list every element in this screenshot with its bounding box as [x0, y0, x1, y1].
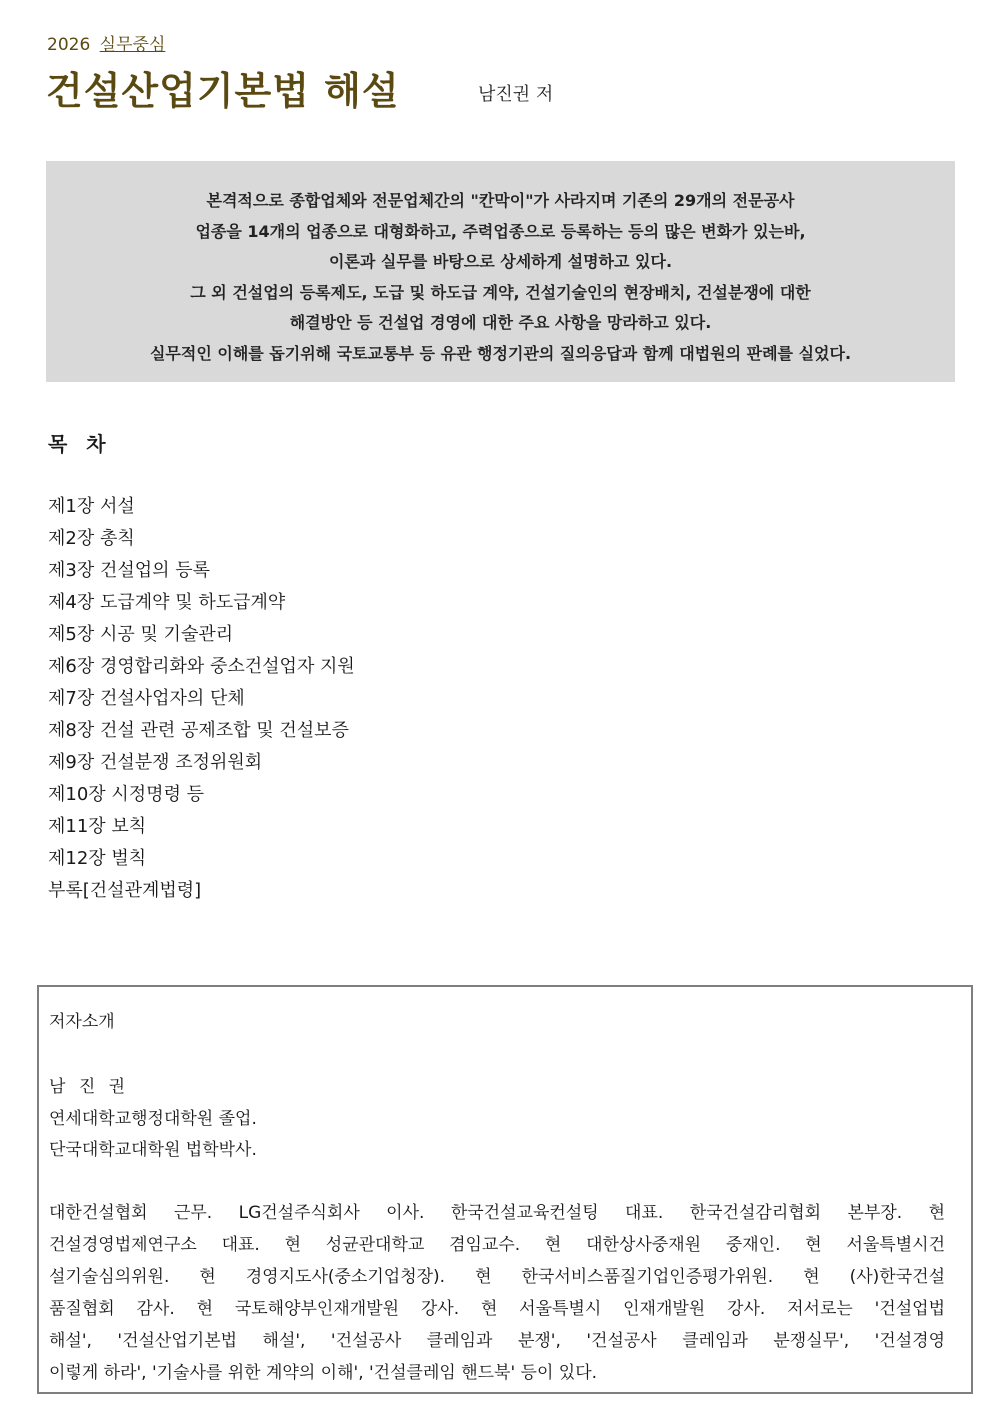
- book-title: 건설산업기본법 해설: [46, 69, 400, 113]
- author-name: 남 진 권: [49, 1077, 130, 1097]
- author-intro-heading: 저자소개: [49, 1012, 115, 1032]
- author-career: [49, 1197, 945, 1389]
- toc-item: 제4장 도급계약 및 하도급계약: [48, 592, 286, 613]
- toc-item: 제10장 시정명령 등: [48, 784, 205, 805]
- summary-line: 본격적으로 종합업체와 전문업체간의 "칸막이"가 사라지며 기존의 29개의 전문공사: [206, 191, 795, 210]
- toc-item: 제12장 벌칙: [48, 848, 147, 869]
- summary-line: 이론과 실무를 바탕으로 상세하게 설명하고 있다.: [328, 252, 673, 271]
- book-author: 남진권 저: [478, 84, 554, 105]
- toc-item: 제9장 건설분쟁 조정위원회: [48, 752, 263, 773]
- career-line: 이렇게 하라', '기술사를 위한 계약의 이해', '건설클레임 핸드북' 등이 있다.: [49, 1363, 598, 1383]
- career-line: 설기술심의위원. 현 경영지도사(중소기업청장). 현 한국서비스품질기업인증평가위원. 현 (사)한국건설: [49, 1267, 945, 1287]
- summary-line: 그 외 건설업의 등록제도, 도급 및 하도급 계약, 건설기술인의 현장배치, 건설분쟁에 대한: [190, 282, 811, 302]
- toc-item: 제6장 경영합리화와 중소건설업자 지원: [48, 656, 355, 677]
- career-line: 해설', '건설산업기본법 해설', '건설공사 클레임과 분쟁', '건설공사 클레임과 분쟁실무', '건설경영: [49, 1331, 945, 1351]
- toc-heading: 목 차: [48, 432, 112, 456]
- year-label: 2026: [47, 35, 91, 55]
- toc-item: 제1장 서설: [48, 496, 135, 517]
- summary-line: 업종을 14개의 업종으로 대형화하고, 주력업종으로 등록하는 등의 많은 변화가 있는바,: [195, 221, 806, 241]
- author-intro-box: [37, 985, 973, 1394]
- career-line: 건설경영법제연구소 대표. 현 성균관대학교 겸임교수. 현 대한상사중재원 중재인. 현 서울특별시건: [49, 1235, 945, 1255]
- series-label: 실무중심: [99, 35, 166, 55]
- author-education-1: 연세대학교행정대학원 졸업.: [49, 1109, 257, 1129]
- toc-item: 제5장 시공 및 기술관리: [48, 624, 234, 645]
- summary-line: 실무적인 이해를 돕기위해 국토교통부 등 유관 행정기관의 질의응답과 함께 대법원의 판례를 실었다.: [149, 343, 852, 363]
- toc-item: 제3장 건설업의 등록: [48, 560, 210, 581]
- author-education-2: 단국대학교대학원 법학박사.: [49, 1140, 257, 1160]
- career-line: 품질협회 감사. 현 국토해양부인재개발원 강사. 현 서울특별시 인재개발원 강사. 저서로는 '건설업법: [49, 1299, 945, 1319]
- toc-item: 제2장 총칙: [48, 528, 135, 549]
- book-summary-box: [46, 161, 955, 382]
- toc-item: 제8장 건설 관련 공제조합 및 건설보증: [48, 720, 349, 741]
- toc-item: 제11장 보칙: [48, 816, 147, 837]
- table-of-contents: [48, 491, 355, 907]
- summary-line: 해결방안 등 건설업 경영에 대한 주요 사항을 망라하고 있다.: [289, 313, 712, 332]
- career-line: 대한건설협회 근무. LG건설주식회사 이사. 한국건설교육컨설팅 대표. 한국건설감리협회 본부장. 현: [49, 1203, 945, 1223]
- toc-item: 제7장 건설사업자의 단체: [48, 688, 245, 709]
- toc-item: 부록[건설관계법령]: [48, 880, 202, 901]
- series-line: [47, 30, 165, 55]
